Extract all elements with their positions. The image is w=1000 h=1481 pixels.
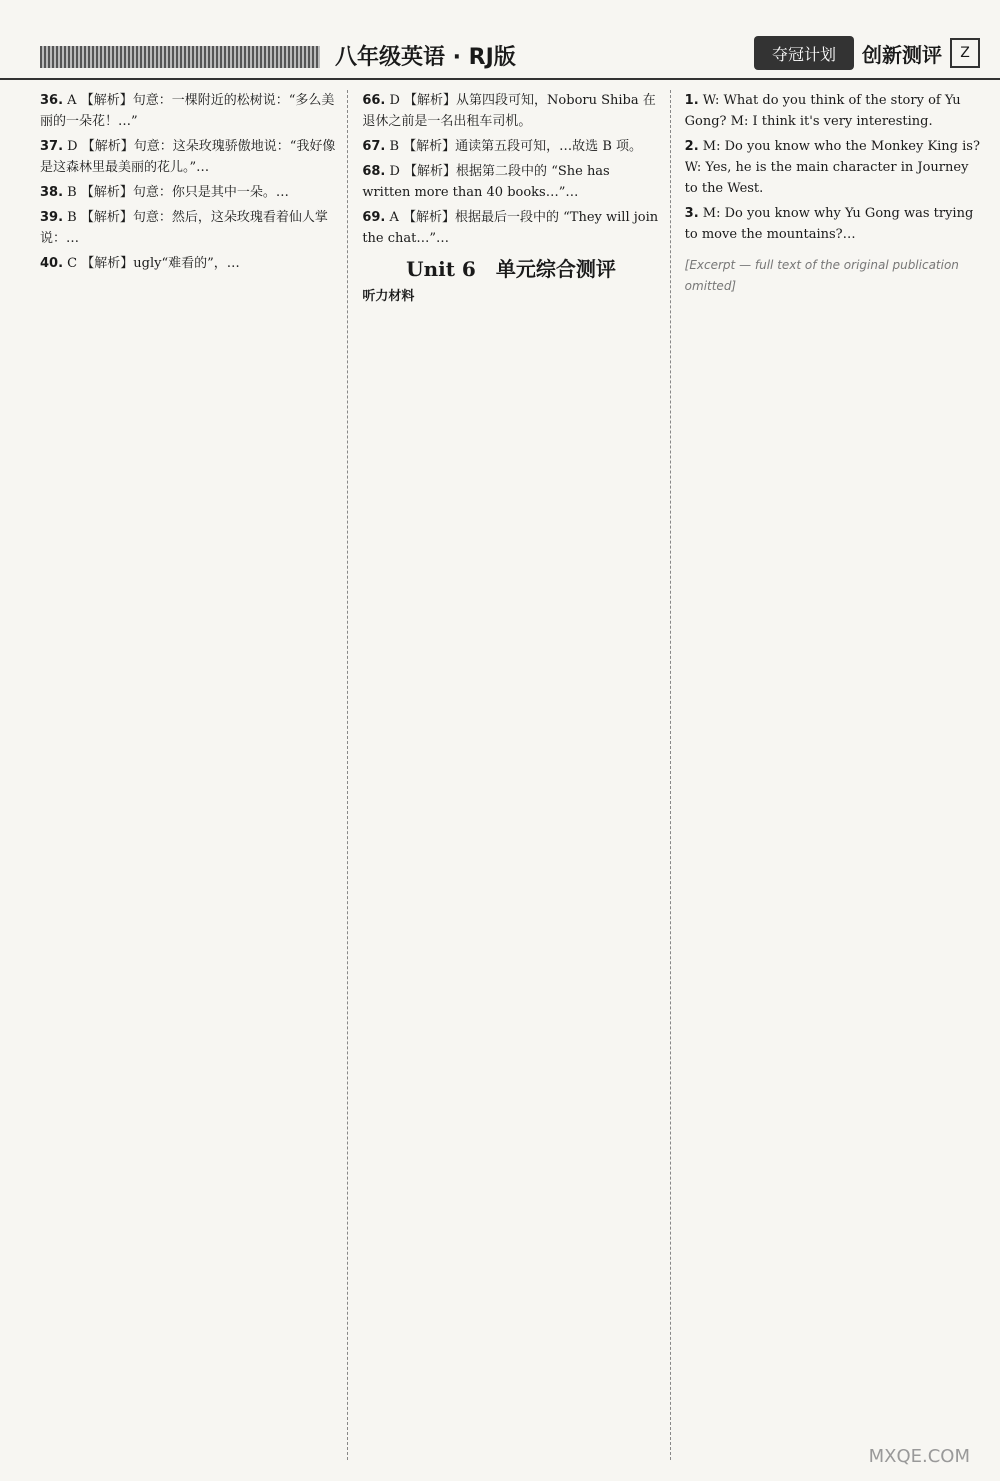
column-3 — [685, 90, 982, 1460]
entry-number: 67. — [362, 139, 386, 154]
entry-text: B 【解析】句意：你只是其中一朵。… — [67, 185, 289, 200]
answer-entry — [362, 207, 659, 249]
entry-number: 36. — [40, 93, 64, 108]
entry-number: 68. — [362, 164, 386, 179]
entry-text: A 【解析】句意：一棵附近的松树说：“多么美丽的一朵花！…” — [40, 93, 335, 129]
answer-entry — [362, 161, 659, 203]
excerpt-note: [Excerpt — full text of the original publication omitted] — [684, 258, 959, 293]
entry-text: D 【解析】根据第二段中的 “She has written more than 40 books…”… — [362, 164, 610, 200]
answer-entry — [362, 90, 659, 132]
entry-number: 69. — [362, 210, 386, 225]
entry-text: M: Do you know why Yu Gong was trying to move the mountains?… — [684, 206, 974, 242]
brand-logo: 夺冠计划 — [754, 36, 854, 70]
answer-entry — [362, 136, 659, 157]
answer-entry — [40, 253, 337, 274]
brand-mark-icon: Z — [950, 38, 980, 68]
entry-number: 2. — [684, 139, 699, 154]
answer-entry — [685, 136, 982, 199]
answer-entry — [685, 90, 982, 132]
footer-watermark: MXQE.COM — [868, 1446, 970, 1467]
entry-text: D 【解析】从第四段可知，Noboru Shiba 在退休之前是一名出租车司机。 — [362, 93, 656, 129]
entry-text: B 【解析】句意：然后，这朵玫瑰看着仙人掌说：… — [40, 210, 328, 246]
book-title: 八年级英语 · RJ版 — [335, 45, 516, 70]
entry-text: M: Do you know who the Monkey King is? W: Yes, he is the main character in Journey to the West. — [684, 139, 980, 196]
entry-number: 38. — [40, 185, 64, 200]
answer-entry — [40, 136, 337, 178]
listening-label: 听力材料 — [362, 289, 415, 304]
entry-number: 39. — [40, 210, 64, 225]
entry-number: 40. — [40, 256, 64, 271]
entry-number: 3. — [684, 206, 699, 221]
answer-entry — [685, 203, 982, 245]
decorative-stripe — [40, 46, 320, 68]
answer-entry — [40, 207, 337, 249]
entry-number: 66. — [362, 93, 386, 108]
entry-number: 1. — [684, 93, 699, 108]
entry-text: B 【解析】通读第五段可知，…故选 B 项。 — [389, 139, 643, 154]
entry-text: D 【解析】句意：这朵玫瑰骄傲地说：“我好像是这森林里最美丽的花儿。”… — [40, 139, 336, 175]
answer-entry — [40, 90, 337, 132]
entry-text: W: What do you think of the story of Yu Gong? M: I think it's very interesting. — [684, 93, 961, 129]
brand-series: 创新测评 — [862, 42, 942, 67]
answer-entry — [40, 182, 337, 203]
unit-heading: Unit 6 单元综合测评 — [406, 257, 616, 281]
content-columns — [0, 80, 1000, 1460]
page-header — [0, 0, 1000, 80]
brand — [754, 36, 980, 70]
column-2 — [362, 90, 670, 1460]
column-1 — [40, 90, 348, 1460]
entry-number: 37. — [40, 139, 64, 154]
entry-text: A 【解析】根据最后一段中的 “They will join the chat…”… — [362, 210, 659, 246]
entry-text: C 【解析】ugly“难看的”，… — [67, 256, 240, 271]
